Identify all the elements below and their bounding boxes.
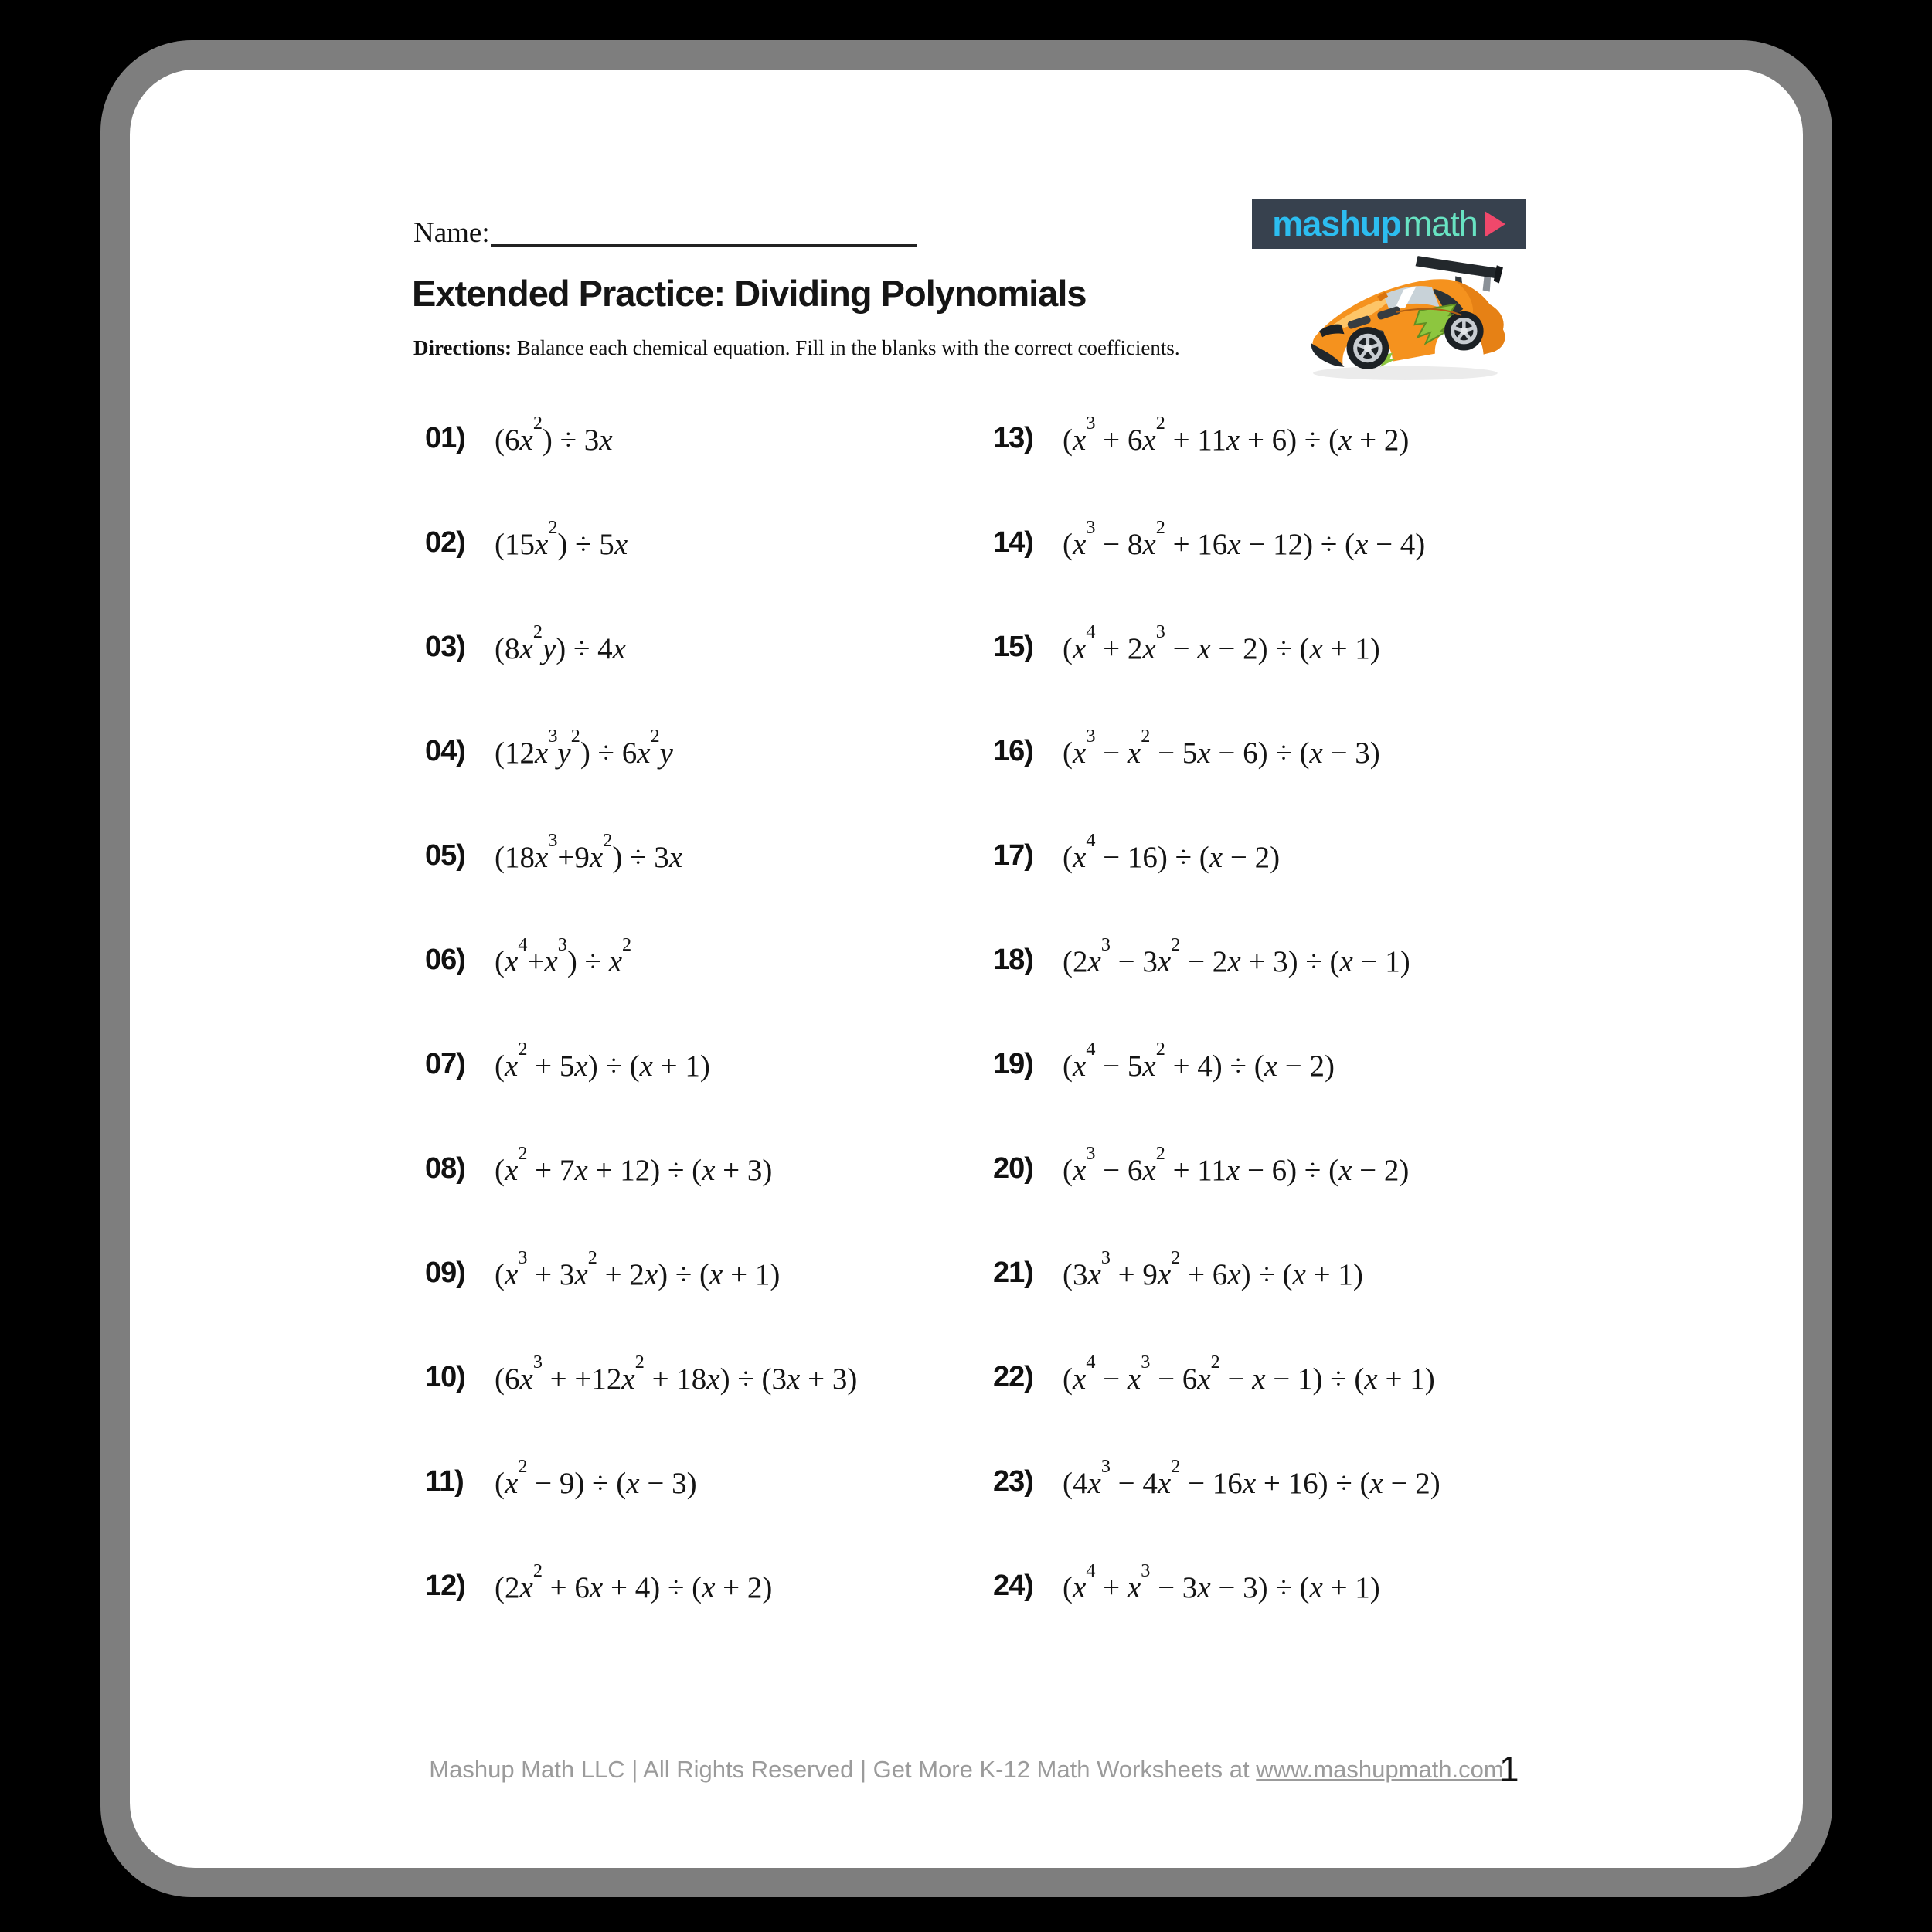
problem-number: 08)	[425, 1152, 465, 1185]
problems-column-right	[993, 413, 1440, 1674]
problem-expression: $(x^2 - 9) \div (x - 3)$	[495, 1456, 697, 1500]
problem-expression: $(x^3 - x^2 - 5x - 6) \div (x - 3)$	[1063, 726, 1380, 770]
problem-expression: $(3x^3 + 9x^2 + 6x) \div (x + 1)$	[1063, 1247, 1363, 1291]
problem-row	[993, 830, 1440, 944]
problem-expression: $(x^4 - 16) \div (x - 2)$	[1063, 830, 1281, 874]
problem-number: 23)	[993, 1465, 1033, 1498]
footer-text: Mashup Math LLC | All Rights Reserved | Get More K-12 Math Worksheets at	[429, 1756, 1257, 1783]
problem-number: 02)	[425, 526, 465, 559]
problem-number: 07)	[425, 1048, 465, 1080]
problem-number: 06)	[425, 944, 465, 976]
problem-expression: $(x^3 - 6x^2 + 11x - 6) \div (x - 2)$	[1063, 1143, 1410, 1187]
problem-row	[993, 1247, 1440, 1361]
problem-row	[425, 517, 857, 631]
problem-number: 03)	[425, 631, 465, 663]
problem-expression: $(x^3 - 8x^2 + 16x - 12) \div (x - 4)$	[1063, 517, 1426, 561]
problem-expression: $(x^4 + 2x^3 - x - 2) \div (x + 1)$	[1063, 621, 1380, 665]
directions	[413, 336, 1180, 360]
spoiler-wing	[1416, 256, 1499, 278]
problem-number: 11)	[425, 1465, 464, 1498]
problems-column-left	[425, 413, 858, 1674]
problem-expression: $(6x^3 + +12x^2 + 18x) \div (3x + 3)$	[495, 1352, 858, 1396]
problem-expression: $(x^3 + 6x^2 + 11x + 6) \div (x + 2)$	[1063, 413, 1410, 457]
problem-row	[425, 830, 857, 944]
problem-expression: $(x^4 - x^3 - 6x^2 - x - 1) \div (x + 1)$	[1063, 1352, 1435, 1396]
problem-expression: $(4x^3 - 4x^2 - 16x + 16) \div (x - 2)$	[1063, 1456, 1440, 1500]
problem-expression: $(18x^3+9x^2) \div 3x$	[495, 830, 683, 874]
problem-expression: $(x^4 - 5x^2 + 4) \div (x - 2)$	[1063, 1039, 1335, 1083]
problem-number: 22)	[993, 1361, 1033, 1393]
problem-expression: $(2x^2 + 6x + 4) \div (x + 2)$	[495, 1560, 773, 1604]
problem-expression: $(x^2 + 7x + 12) \div (x + 3)$	[495, 1143, 773, 1187]
problem-expression: $(x^4+x^3) \div x^2$	[495, 934, 632, 978]
problem-number: 18)	[993, 944, 1033, 976]
problem-row	[993, 1143, 1440, 1257]
car-shadow	[1313, 366, 1498, 380]
problem-number: 01)	[425, 422, 465, 454]
directions-text: Balance each chemical equation. Fill in the blanks with the correct coefficients.	[511, 336, 1180, 359]
problem-number: 24)	[993, 1570, 1033, 1602]
problem-row	[993, 934, 1440, 1048]
problem-number: 15)	[993, 631, 1033, 663]
problem-expression: $(x^3 + 3x^2 + 2x) \div (x + 1)$	[495, 1247, 781, 1291]
problem-number: 13)	[993, 422, 1033, 454]
problem-expression: $(x^2 + 5x) \div (x + 1)$	[495, 1039, 710, 1083]
problem-number: 21)	[993, 1257, 1033, 1289]
problem-row	[993, 726, 1440, 839]
problem-number: 19)	[993, 1048, 1033, 1080]
problem-row	[425, 1560, 857, 1674]
problem-number: 20)	[993, 1152, 1033, 1185]
problem-row	[425, 1352, 858, 1465]
front-wheel	[1347, 327, 1389, 369]
worksheet-frame	[100, 40, 1832, 1897]
name-blank-line	[491, 185, 917, 247]
problem-row	[425, 1247, 857, 1361]
problem-expression: $(6x^2) \div 3x$	[495, 413, 613, 457]
problem-expression: $(8x^2y) \div 4x$	[495, 621, 626, 665]
page-number: 1	[1499, 1749, 1519, 1789]
problem-row	[993, 1560, 1440, 1674]
problem-row	[425, 1456, 857, 1570]
problem-number: 14)	[993, 526, 1033, 559]
play-triangle-icon	[1485, 211, 1505, 237]
problem-expression: $(12x^3y^2) \div 6x^2y$	[495, 726, 673, 770]
problem-number: 09)	[425, 1257, 465, 1289]
problem-row	[425, 1039, 857, 1152]
footer	[130, 1756, 1803, 1784]
problem-number: 05)	[425, 839, 465, 872]
problem-number: 16)	[993, 735, 1033, 767]
problem-expression: $(2x^3 - 3x^2 - 2x + 3) \div (x - 1)$	[1063, 934, 1410, 978]
problem-row	[425, 621, 857, 735]
mashup-math-logo	[1252, 199, 1526, 249]
name-label: Name:	[413, 217, 490, 249]
problem-row	[993, 621, 1440, 735]
problem-row	[425, 934, 857, 1048]
directions-label: Directions:	[413, 336, 512, 359]
problem-number: 10)	[425, 1361, 465, 1393]
logo-word-math: math	[1403, 204, 1478, 243]
problem-expression: $(15x^2) \div 5x$	[495, 517, 628, 561]
problem-number: 12)	[425, 1570, 465, 1602]
problem-row	[425, 726, 857, 839]
problem-row	[993, 1039, 1440, 1152]
problem-row	[993, 1456, 1440, 1570]
worksheet-page	[130, 70, 1803, 1868]
rear-wheel	[1444, 311, 1484, 351]
problem-row	[993, 413, 1440, 526]
problem-number: 17)	[993, 839, 1033, 872]
logo-word-mashup: mashup	[1272, 204, 1401, 243]
problem-row	[993, 517, 1440, 631]
page-title: Extended Practice: Dividing Polynomials	[412, 273, 1087, 314]
footer-link[interactable]: www.mashupmath.com	[1256, 1756, 1504, 1783]
problem-expression: $(x^4 + x^3 - 3x - 3) \div (x + 1)$	[1063, 1560, 1380, 1604]
problem-row	[425, 1143, 857, 1257]
problem-number: 04)	[425, 735, 465, 767]
problem-row	[993, 1352, 1440, 1465]
problem-row	[425, 413, 857, 526]
orange-sports-car-illustration	[1301, 250, 1518, 383]
